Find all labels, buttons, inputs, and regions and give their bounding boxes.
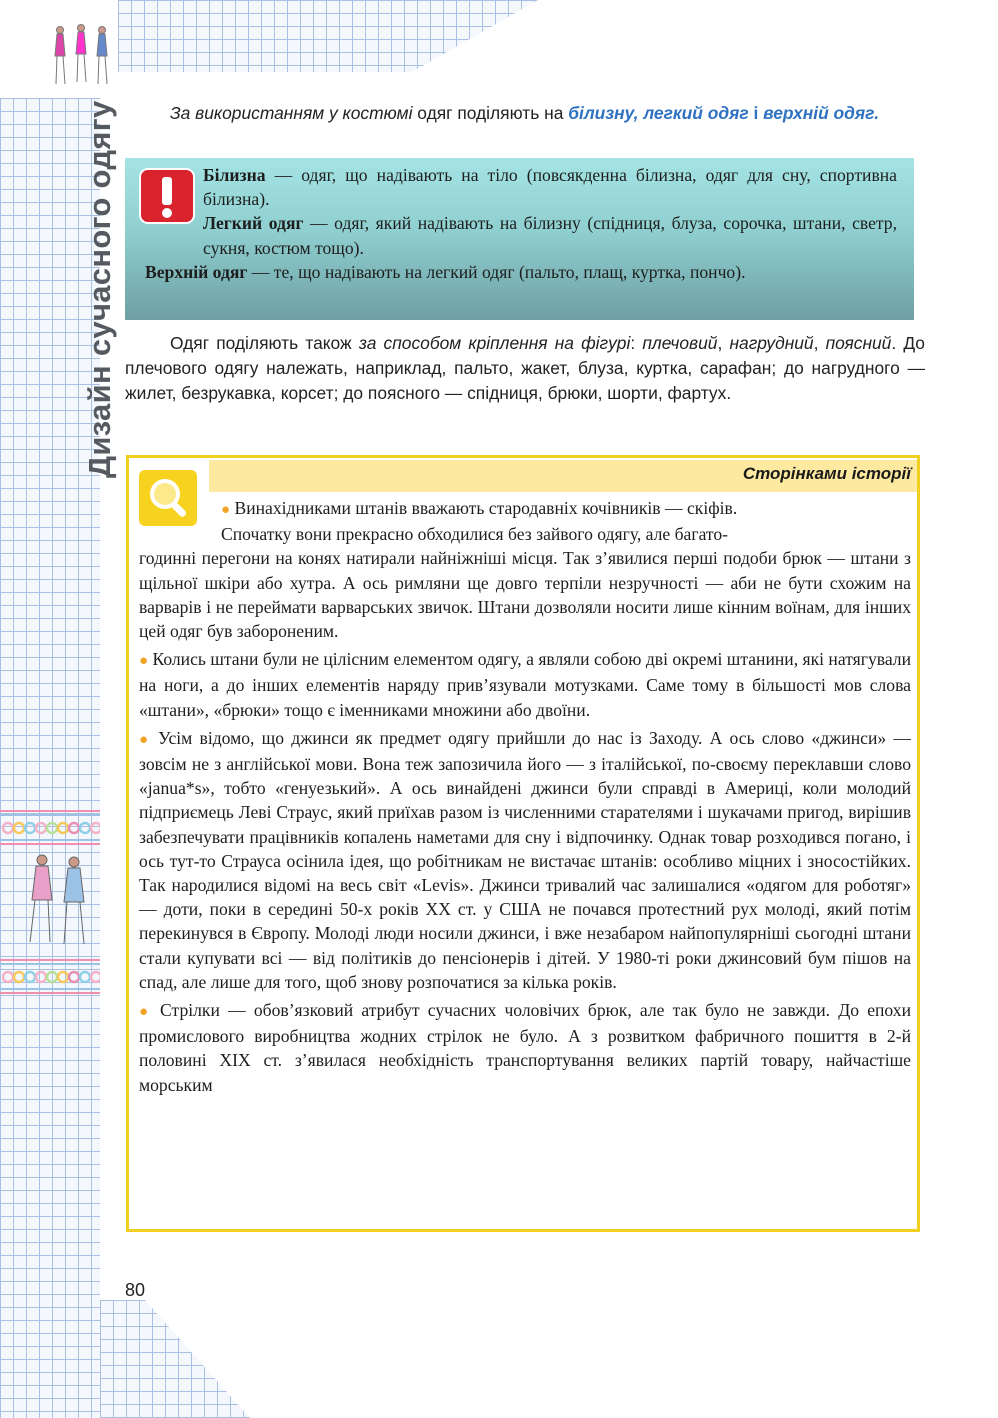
grid-decoration-bottom [100, 1300, 250, 1418]
history-bullet-1: ● Винахідниками штанів вважають стародавніх кочівників — скіфів. Спочатку вони прекрасно обходилися без зайвого одягу, але багато- годинні перегони на конях натирали найніжніші місця. Так з’явилися перші подоби брюк — штани з щільної шкіри або хутра. А ось римляни ще довго терпіли незручності — аби не бути схожим на варварів і не переймати варварських звичок. Штани дозволяли носити лише кінним воїнам, для інших цей одяг був забороненим. [139, 498, 911, 642]
page-number: 80 [125, 1280, 146, 1300]
history-bullet-2: ● Колись штани були не цілісним елементом одягу, а являли собою дві окремі штанини, які натягували на ноги, а до інших елементів наряду прив’язували мотузками. Саме тому в більшості мов слова «штани», «брюки» тощо є іменниками множини або двоїни. [139, 649, 911, 720]
definitions-text: Білизна — одяг, що надівають на тіло (повсякденна білизна, одяг для сну, спортивна білизна). Легкий одяг — одяг, який надівають на білизну (спідниця, блуза, сорочка, штани, светр, сукня, костюм тощо). Верхній одяг — те, що надівають на легкий одяг (пальто, плащ, куртка, пончо). [145, 165, 897, 282]
fashion-figures-illustration [48, 22, 116, 92]
fashion-figures-illustration-2 [18, 850, 98, 950]
decorative-circle-band-upper [0, 806, 100, 846]
fastening-paragraph: Одяг поділяють також за способом кріплення на фігурі: плечовий, нагрудний, поясний. До плечового одягу належать, наприклад, пальто, жакет, блуза, куртка, сарафан; до нагрудного — жилет, безрукавка, корсет; до поясного — спідниця, брюки, шорти, фартух. [125, 333, 925, 403]
intro-paragraph: За використанням у костюмі одяг поділяють на білизну, легкий одяг і верхній одяг. [170, 103, 880, 123]
history-content [129, 490, 917, 1229]
history-bullet-3: ● Усім відомо, що джинси як предмет одягу прийшли до нас із Заходу. А ось слово «джинси» — зовсім не з англійської мови. Вона теж запозичила його — з італійської, по-своєму переклавши слово «janua*s», тобто «генуезький». А ось винайдені джинси були справді в Америці, коли молодий підприємець Леві Страус, який приїхав разом із численними старателями і шукачами пригод, вирішив забезпечувати працівників копалень наметами для сну і відпочинку. Однак товар розходився погано, і ось тут-то Страуса осінила ідея, що робітникам не вистачає штанів: особливо міцних і зносостійких. Так народилися відомі на весь світ «Levis». Джинси тривалий час залишалися «одягом для роботяг» — доти, поки в середині 50-х років ХХ ст. у США не почався протестний рух молоді, який потім перекинувся в Європу. Молоді люди носили джинси, і вже незабаром найпопулярніші сьогодні штани стали купувати всі — від політиків до пенсіонерів і дітей. У 1980-ті роки джинсовий бум пішов на спад, але лише для того, щоб знову розпочатися за кілька років. [139, 727, 911, 992]
decorative-circle-band-lower [0, 955, 100, 995]
grid-decoration-top [118, 0, 538, 72]
section-side-title: Дизайн сучасного одягу [82, 100, 117, 478]
history-bullet-4: ● Стрілки — обов’язковий атрибут сучасних чоловічих брюк, але так було не завжди. До епохи промислового виробництва жодних стрілок не було. А з розвитком фабричного пошиття в 2-й половині XIX ст. з’явилася необхідність транспортування великих партій товару, найчастіше морським [139, 1000, 912, 1095]
history-title: Сторінками історії [742, 464, 911, 483]
